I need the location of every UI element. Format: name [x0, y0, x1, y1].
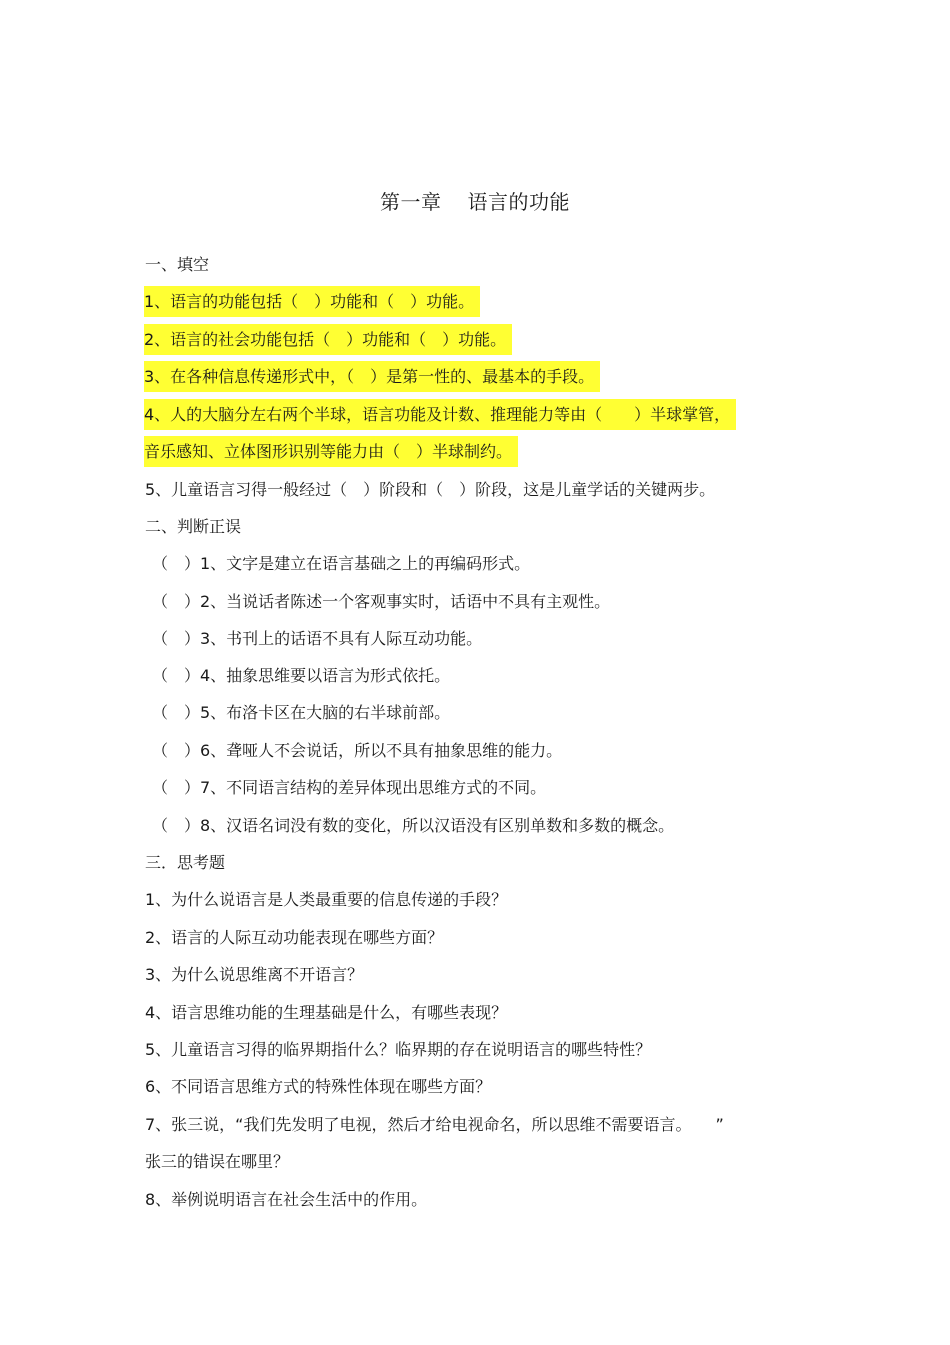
section-heading-fill-blank: 一、填空 — [145, 255, 210, 274]
highlight: 1、语言的功能包括（ ）功能和（ ）功能。 — [144, 286, 480, 317]
fill-item-1 — [145, 292, 480, 312]
highlight: 音乐感知、立体图形识别等能力由（ ）半球制约。 — [144, 436, 518, 467]
question-6: 6、不同语言思维方式的特殊性体现在哪些方面？ — [145, 1077, 492, 1096]
fill-item-2 — [145, 330, 512, 350]
tf-item-7: （ ）7、不同语言结构的差异体现出思维方式的不同。 — [152, 778, 547, 797]
question-8: 8、举例说明语言在社会生活中的作用。 — [145, 1190, 428, 1209]
fill-item-3 — [145, 367, 600, 387]
question-7: 7、张三说，“我们先发明了电视，然后才给电视命名，所以思维不需要语言。 ” — [145, 1115, 724, 1134]
tf-item-4: （ ）4、抽象思维要以语言为形式依托。 — [152, 666, 451, 685]
fill-item-4 — [145, 405, 736, 425]
chapter-number: 第一章 — [380, 190, 442, 214]
tf-item-1: （ ）1、文字是建立在语言基础之上的再编码形式。 — [152, 554, 531, 573]
section-heading-true-false: 二、判断正误 — [145, 517, 242, 536]
tf-item-2: （ ）2、当说话者陈述一个客观事实时，话语中不具有主观性。 — [152, 592, 611, 611]
question-5: 5、儿童语言习得的临界期指什么？临界期的存在说明语言的哪些特性？ — [145, 1040, 652, 1059]
fill-item-4-cont — [145, 442, 518, 462]
chapter-title — [0, 186, 950, 215]
section-heading-questions: 三．思考题 — [145, 853, 226, 872]
question-4: 4、语言思维功能的生理基础是什么，有哪些表现？ — [145, 1003, 508, 1022]
tf-item-6: （ ）6、聋哑人不会说话，所以不具有抽象思维的能力。 — [152, 741, 563, 760]
highlight: 2、语言的社会功能包括（ ）功能和（ ）功能。 — [144, 324, 512, 355]
highlight: 3、在各种信息传递形式中，（ ）是第一性的、最基本的手段。 — [144, 361, 600, 392]
tf-item-8: （ ）8、汉语名词没有数的变化，所以汉语没有区别单数和多数的概念。 — [152, 816, 675, 835]
chapter-topic: 语言的功能 — [467, 190, 570, 214]
question-3: 3、为什么说思维离不开语言？ — [145, 965, 364, 984]
question-1: 1、为什么说语言是人类最重要的信息传递的手段？ — [145, 890, 508, 909]
tf-item-5: （ ）5、布洛卡区在大脑的右半球前部。 — [152, 703, 451, 722]
question-2: 2、语言的人际互动功能表现在哪些方面？ — [145, 928, 444, 947]
highlight: 4、人的大脑分左右两个半球，语言功能及计数、推理能力等由（ ）半球掌管， — [144, 399, 736, 430]
fill-item-5: 5、儿童语言习得一般经过（ ）阶段和（ ）阶段，这是儿童学话的关键两步。 — [145, 480, 716, 499]
question-7-cont: 张三的错误在哪里？ — [145, 1152, 290, 1171]
tf-item-3: （ ）3、书刊上的话语不具有人际互动功能。 — [152, 629, 483, 648]
